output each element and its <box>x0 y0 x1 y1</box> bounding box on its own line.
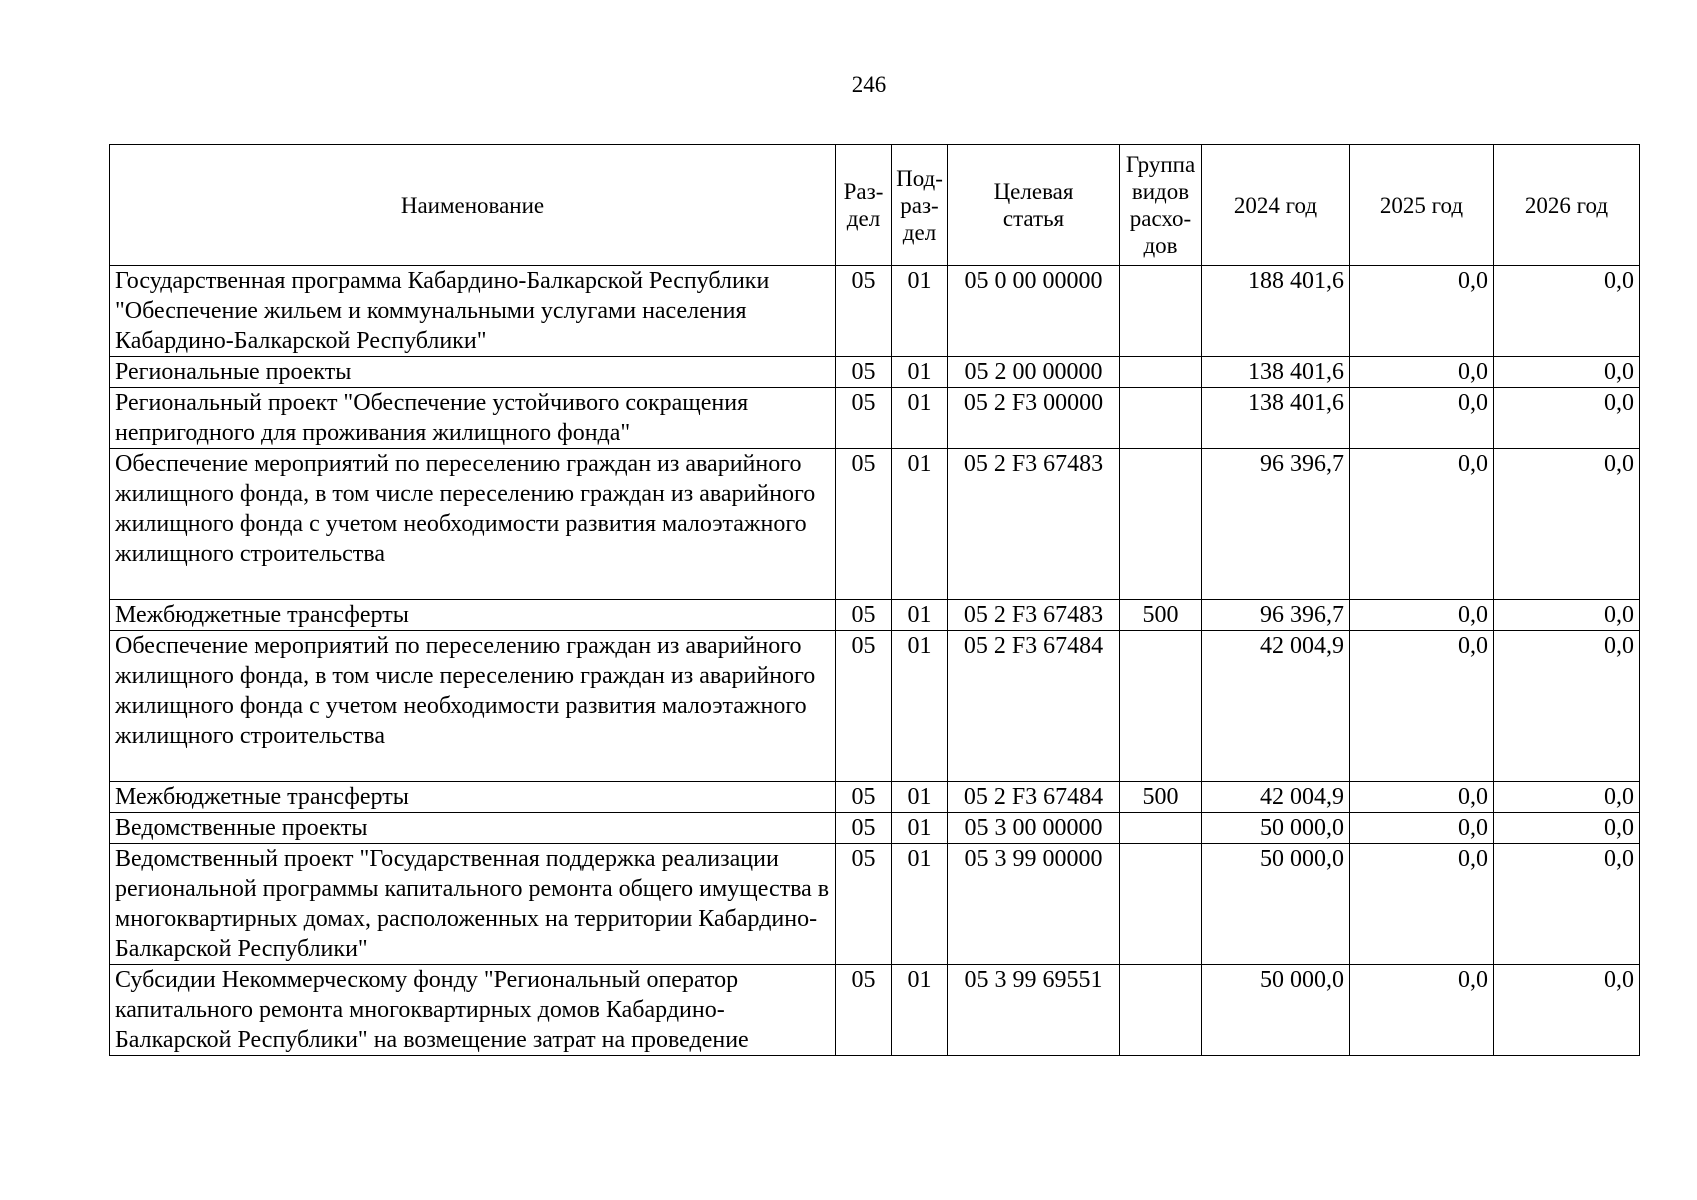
row-name: Региональные проекты <box>110 357 836 388</box>
row-razdel: 05 <box>836 813 892 844</box>
row-group <box>1120 844 1202 965</box>
row-group <box>1120 357 1202 388</box>
row-2025: 0,0 <box>1350 388 1494 449</box>
row-podrazdel: 01 <box>892 266 948 357</box>
row-2024: 50 000,0 <box>1202 965 1350 1056</box>
row-name: Межбюджетные трансферты <box>110 600 836 631</box>
row-2025: 0,0 <box>1350 600 1494 631</box>
header-2024: 2024 год <box>1202 145 1350 266</box>
row-target: 05 3 99 69551 <box>948 965 1120 1056</box>
row-razdel: 05 <box>836 965 892 1056</box>
row-2024: 138 401,6 <box>1202 388 1350 449</box>
row-podrazdel: 01 <box>892 813 948 844</box>
table-row <box>110 782 1640 813</box>
row-2026: 0,0 <box>1494 449 1640 600</box>
row-2024: 138 401,6 <box>1202 357 1350 388</box>
table-row <box>110 631 1640 782</box>
row-name: Обеспечение мероприятий по переселению граждан из аварийного жилищного фонда, в том числе переселению граждан из аварийного жилищного фонда с учетом необходимости развития малоэтажного жилищного строительства <box>110 449 836 600</box>
row-group <box>1120 266 1202 357</box>
row-razdel: 05 <box>836 266 892 357</box>
header-razdel: Раз- дел <box>836 145 892 266</box>
table-row <box>110 813 1640 844</box>
row-group <box>1120 965 1202 1056</box>
header-target: Целевая статья <box>948 145 1120 266</box>
row-2026: 0,0 <box>1494 965 1640 1056</box>
row-2024: 50 000,0 <box>1202 844 1350 965</box>
row-group <box>1120 631 1202 782</box>
row-target: 05 0 00 00000 <box>948 266 1120 357</box>
table-row <box>110 449 1640 600</box>
row-2025: 0,0 <box>1350 813 1494 844</box>
row-name: Обеспечение мероприятий по переселению граждан из аварийного жилищного фонда, в том числе переселению граждан из аварийного жилищного фонда с учетом необходимости развития малоэтажного жилищного строительства <box>110 631 836 782</box>
row-2026: 0,0 <box>1494 631 1640 782</box>
row-2025: 0,0 <box>1350 782 1494 813</box>
row-target: 05 2 00 00000 <box>948 357 1120 388</box>
row-podrazdel: 01 <box>892 965 948 1056</box>
row-group: 500 <box>1120 782 1202 813</box>
row-name: Региональный проект "Обеспечение устойчивого сокращения непригодного для проживания жилищного фонда" <box>110 388 836 449</box>
row-target: 05 3 00 00000 <box>948 813 1120 844</box>
row-razdel: 05 <box>836 357 892 388</box>
table-row <box>110 965 1640 1056</box>
row-2026: 0,0 <box>1494 844 1640 965</box>
row-2026: 0,0 <box>1494 782 1640 813</box>
row-target: 05 2 F3 67484 <box>948 782 1120 813</box>
row-target: 05 2 F3 67483 <box>948 600 1120 631</box>
row-razdel: 05 <box>836 600 892 631</box>
row-group <box>1120 388 1202 449</box>
row-2025: 0,0 <box>1350 266 1494 357</box>
row-2025: 0,0 <box>1350 357 1494 388</box>
row-name: Ведомственный проект "Государственная поддержка реализации региональной программы капитального ремонта общего имущества в многоквартирных домах, расположенных на территории Кабардино-Балкарской Республики" <box>110 844 836 965</box>
row-group <box>1120 449 1202 600</box>
row-2024: 96 396,7 <box>1202 600 1350 631</box>
row-target: 05 3 99 00000 <box>948 844 1120 965</box>
row-razdel: 05 <box>836 449 892 600</box>
page-number: 246 <box>851 72 887 97</box>
row-group <box>1120 813 1202 844</box>
row-2026: 0,0 <box>1494 388 1640 449</box>
budget-table <box>109 144 1640 1056</box>
row-2026: 0,0 <box>1494 600 1640 631</box>
row-podrazdel: 01 <box>892 600 948 631</box>
row-target: 05 2 F3 67484 <box>948 631 1120 782</box>
row-name: Субсидии Некоммерческому фонду "Региональный оператор капитального ремонта многоквартирных домов Кабардино-Балкарской Республики" на возмещение затрат на проведение <box>110 965 836 1056</box>
row-name: Межбюджетные трансферты <box>110 782 836 813</box>
table-body <box>110 266 1640 1056</box>
row-2025: 0,0 <box>1350 965 1494 1056</box>
row-target: 05 2 F3 00000 <box>948 388 1120 449</box>
row-podrazdel: 01 <box>892 388 948 449</box>
row-2026: 0,0 <box>1494 813 1640 844</box>
table-row <box>110 357 1640 388</box>
row-razdel: 05 <box>836 388 892 449</box>
row-2026: 0,0 <box>1494 357 1640 388</box>
row-podrazdel: 01 <box>892 449 948 600</box>
header-2026: 2026 год <box>1494 145 1640 266</box>
header-name: Наименование <box>110 145 836 266</box>
row-podrazdel: 01 <box>892 631 948 782</box>
row-razdel: 05 <box>836 631 892 782</box>
row-2024: 42 004,9 <box>1202 631 1350 782</box>
table-header-row <box>110 145 1640 266</box>
row-name: Ведомственные проекты <box>110 813 836 844</box>
row-podrazdel: 01 <box>892 782 948 813</box>
row-2026: 0,0 <box>1494 266 1640 357</box>
row-podrazdel: 01 <box>892 844 948 965</box>
row-group: 500 <box>1120 600 1202 631</box>
header-group: Группа видов расхо- дов <box>1120 145 1202 266</box>
table-row <box>110 266 1640 357</box>
header-podrazdel: Под- раз- дел <box>892 145 948 266</box>
table-row <box>110 388 1640 449</box>
row-razdel: 05 <box>836 844 892 965</box>
header-2025: 2025 год <box>1350 145 1494 266</box>
table-row <box>110 600 1640 631</box>
row-2024: 42 004,9 <box>1202 782 1350 813</box>
row-name: Государственная программа Кабардино-Балкарской Республики "Обеспечение жильем и коммунальными услугами населения Кабардино-Балкарской Республики" <box>110 266 836 357</box>
table-row <box>110 844 1640 965</box>
row-podrazdel: 01 <box>892 357 948 388</box>
row-2024: 50 000,0 <box>1202 813 1350 844</box>
row-2025: 0,0 <box>1350 449 1494 600</box>
row-2025: 0,0 <box>1350 631 1494 782</box>
row-razdel: 05 <box>836 782 892 813</box>
row-2024: 188 401,6 <box>1202 266 1350 357</box>
row-target: 05 2 F3 67483 <box>948 449 1120 600</box>
row-2024: 96 396,7 <box>1202 449 1350 600</box>
row-2025: 0,0 <box>1350 844 1494 965</box>
